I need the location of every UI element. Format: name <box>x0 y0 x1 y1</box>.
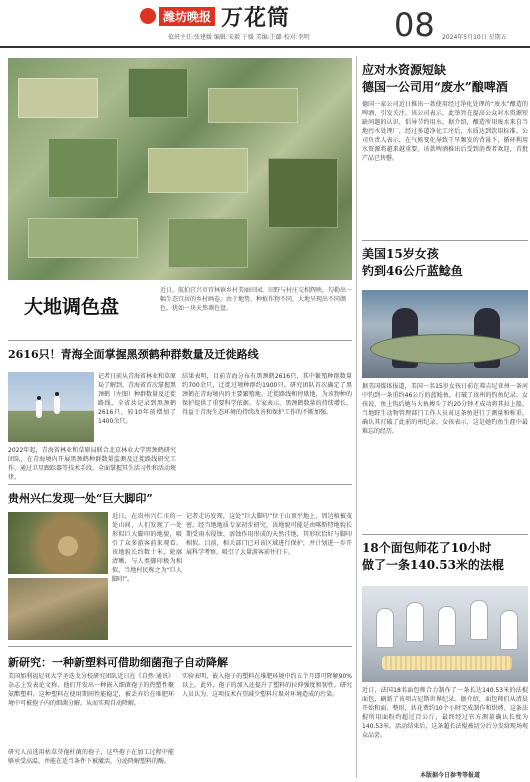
article-body: 据美国媒体报道，美国一名15岁女孩日前在弗吉尼亚州一条河中钓到一条重约46公斤的蓝鲶鱼，打破了该州的钓鱼纪录。女孩说，鱼上钩后她与大鱼搏斗了约20分钟才成功将其拉上船。当地野生动物管理部门工作人员对这条鱼进行了测量和称重，确认其打破了此前的州纪录。女孩表示，这是她钓鱼生涯中最难忘的经历。 <box>362 383 528 435</box>
brand-name: 潍坊晚报 <box>159 7 215 26</box>
article-headline: 2616只！青海全面掌握黑颈鹤种群数量及迁徙路线 <box>8 348 259 361</box>
divider <box>362 240 528 241</box>
page-number: 08 <box>394 6 435 44</box>
giant-footprint-photo <box>8 512 108 574</box>
column-divider <box>356 56 357 778</box>
article-headline: 贵州兴仁发现一处“巨大脚印” <box>8 492 153 505</box>
article-body: 结果表明，目前青海分布有黑颈鹤2616只，其中繁殖种群数量约700余只，迁徙过境种群约1900只。研究团队首次确定了黑颈鹤在青海境内的主要繁殖地、迁徙路线和停歇地，为该物种的保护提供了重要科学依据。专家表示，黑颈鹤数量的持续增长，得益于青海生态环境的持续改善和保护工作的不断加强。 <box>182 373 352 416</box>
masthead <box>0 0 530 48</box>
article-body: 德国一家公司近日推出一款使用经过净化处理的“废水”酿造的啤酒，引发关注。该公司表示，此举旨在提高公众对水资源短缺问题的认识，倡导节约用水。据介绍，酿造所用废水来自当地污水处理厂，经过多道净化工序后，水质达到饮用标准。公司负责人表示，在气候变化导致干旱频发的背景下，循环利用水资源将越来越重要。该款啤酒推出后受到消费者欢迎，首批产品已售罄。 <box>362 101 528 162</box>
feature-caption: 近日，航拍宜兴市官林镇乡村美丽田园，田野与村庄交相辉映，勾勒出一幅生态宜居的乡村画卷。由于地势、种植作物不同，大地呈现出不同颜色，犹如一块天然调色盘。 <box>160 287 353 312</box>
catfish-photo <box>362 290 528 378</box>
headline-line: 应对水资源短缺 <box>362 63 447 77</box>
article-body: 近日，法国18名面包师合力制作了一条长达140.53米的法棍面包，刷新了该项吉尼斯世界纪录。据介绍，面包师们从清晨开始和面、整形，共花费约10个小时完成制作和烘烤。这条法棍所用面粉约超过百公斤，最终经过官方测量确认长度为140.53米。活动结束后，这条超长法棍被切分后分发给现场观众品尝。 <box>362 687 528 739</box>
issue-date: 2024年5月10日 星期五 <box>442 34 507 41</box>
headline-line: 美国15岁女孩 <box>362 247 439 261</box>
blue-catfish-figure <box>370 334 520 364</box>
article-body: 实验表明，嵌入孢子的塑料在堆肥环境中约五个月即可降解90%以上。此外，孢子的加入还提升了塑料的拉伸强度和韧性。研究人员认为，这项技术有望减少塑料垃圾对环境造成的污染。 <box>182 673 352 698</box>
article-headline <box>362 246 463 280</box>
bakers-photo <box>362 586 528 682</box>
section-title: 万花筒 <box>221 4 291 31</box>
article-body: 2022年起，青海省林业和草原局联合北京林业大学黑颈鹤研究团队，在青海境内开展黑颈鹤种群数量监测及迁徙路线研究工作，通过卫星跟踪器等技术手段，全面掌握其生活习性和活动规律。 <box>8 447 176 481</box>
divider <box>8 484 352 485</box>
editor-credits: 值班主任:张建媛 编辑:宋毅 于媛 美编:王璐 校对:李明 <box>168 34 310 41</box>
brand-logo <box>140 4 291 31</box>
headline-line: 做了一条140.53米的法棍 <box>362 558 504 572</box>
aerial-farmland-photo <box>8 58 352 280</box>
article-body: 近日，在贵州兴仁市的一处山间，人们发现了一处形似巨大脚印的地貌，吸引了众多游客前来观看。该地貌长约数十米，轮廓清晰，与人类脚印极为相似，当地村民称之为“巨人脚印”。 <box>112 513 182 583</box>
newspaper-logo-icon <box>140 8 156 24</box>
article-headline: 新研究：一种新塑料可借助细菌孢子自动降解 <box>8 656 228 669</box>
headline-line: 德国一公司用“废水”酿啤酒 <box>362 80 508 94</box>
baguette-figure <box>382 656 512 670</box>
article-body: 研究人员选用枯草芽孢杆菌的孢子，这些孢子在加工过程中能够承受高温，并能在适当条件下被激活，分泌降解塑料的酶。 <box>8 749 174 765</box>
divider <box>362 534 528 535</box>
article-body: 记者走访发现，这处“巨大脚印”位于山顶平地上，周边植被茂密。经当地地质专家初步研究，该地貌可能是由喀斯特地貌长期受雨水侵蚀、溶蚀作用形成的天然洼地，其形状恰好与脚印相似。目前，相关部门已对该区域进行保护，并计划进一步开展科学考察，吸引了大量游客前往打卡。 <box>186 513 352 556</box>
feature-title: 大地调色盘 <box>24 296 120 318</box>
headline-line: 钓到46公斤蓝鲶鱼 <box>362 264 463 278</box>
article-headline <box>362 540 504 574</box>
headline-line: 18个面包师花了10小时 <box>362 541 492 555</box>
source-note: 本版据今日参考等报道 <box>420 772 481 779</box>
divider <box>8 646 352 647</box>
divider <box>8 340 352 341</box>
giant-footprint-photo <box>8 578 108 640</box>
article-body: 记者日前从青海省林业和草原局了解到，青海省首次掌握黑颈鹤（左图）种群数量及迁徙路线，全省共记录到黑颈鹤2616只，较10年前增加了1400余只。 <box>98 373 176 425</box>
black-necked-crane-photo <box>8 372 94 442</box>
article-body: 美国加利福尼亚大学圣迭戈分校研究团队近日在《自然·通讯》杂志上发表论文称，他们开发出一种嵌入细菌孢子的热塑性聚氨酯塑料，这种塑料在使用期间性能稳定，被丢弃后在堆肥环境中可被孢子内的细菌分解，从而实现自动降解。 <box>8 673 174 707</box>
article-headline <box>362 62 508 96</box>
